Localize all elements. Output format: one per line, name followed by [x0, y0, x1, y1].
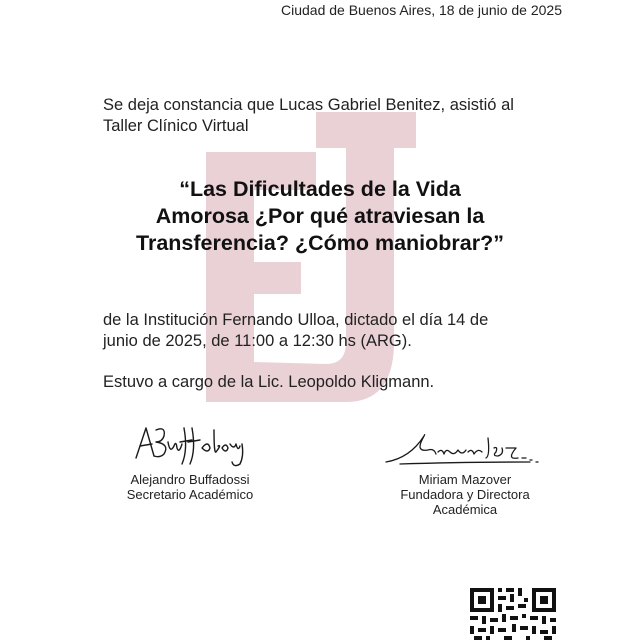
- signer-role-right-line-1: Fundadora y Directora: [400, 487, 530, 502]
- detail-line-1: de la Institución Fernando Ulloa, dictado el día 14 de: [103, 311, 489, 329]
- course-title-line-2: Amorosa ¿Por qué atraviesan la: [155, 204, 485, 228]
- course-detail: [103, 310, 573, 352]
- intro-line-1: Se deja constancia que Lucas Gabriel Benitez, asistió al: [103, 96, 514, 114]
- institution-watermark-logo: [196, 112, 428, 402]
- signature-block-right: [370, 428, 560, 517]
- handwritten-signature-right: [380, 428, 550, 472]
- signature-block-left: [110, 420, 270, 502]
- issue-date: Ciudad de Buenos Aires, 18 de junio de 2025: [281, 2, 562, 18]
- qr-code-icon: [468, 586, 558, 640]
- certificate-intro: [103, 95, 593, 137]
- signer-name-left: Alejandro Buffadossi: [130, 472, 250, 487]
- instructor-line: Estuvo a cargo de la Lic. Leopoldo Kligmann.: [103, 373, 435, 391]
- course-title-line-3: Transferencia? ¿Cómo maniobrar?”: [136, 231, 504, 255]
- course-title-line-1: “Las Dificultades de la Vida: [179, 177, 461, 201]
- course-title: [100, 176, 540, 257]
- signer-role-right-line-2: Académica: [432, 502, 498, 517]
- signer-name-right: Miriam Mazover: [418, 472, 512, 487]
- detail-line-2: junio de 2025, de 11:00 a 12:30 hs (ARG).: [103, 332, 412, 350]
- intro-line-2: Taller Clínico Virtual: [103, 117, 249, 135]
- handwritten-signature-left: [130, 420, 250, 472]
- signer-role-left: Secretario Académico: [126, 487, 254, 502]
